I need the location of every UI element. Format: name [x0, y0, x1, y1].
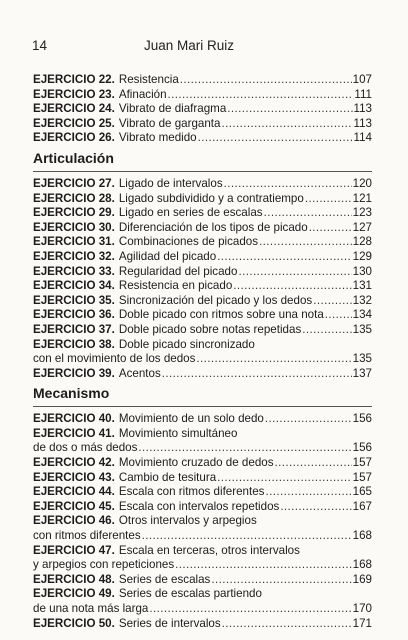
toc-entry-line — [33, 441, 372, 456]
toc-entry-line — [33, 602, 372, 617]
dot-leader — [275, 456, 352, 471]
exercise-title: con el movimiento de los dedos — [33, 352, 196, 366]
exercise-title: Doble picado sobre notas repetidas — [118, 322, 302, 336]
toc-entry[interactable] — [33, 117, 372, 132]
section-divider — [33, 406, 372, 407]
page-reference: 134 — [352, 308, 372, 322]
exercise-label: EJERCICIO 38. — [33, 337, 115, 351]
dot-leader — [309, 221, 352, 236]
toc-entry[interactable] — [33, 221, 372, 236]
toc-entry[interactable] — [33, 500, 372, 515]
exercise-title: Resistencia en picado — [118, 279, 233, 293]
page-reference: 165 — [352, 485, 372, 499]
exercise-label: EJERCICIO 44. — [33, 485, 115, 499]
exercise-title: Agilidad del picado — [118, 249, 217, 263]
dot-leader — [138, 441, 351, 456]
exercise-label: EJERCICIO 43. — [33, 470, 115, 484]
page-reference: 120 — [352, 176, 372, 190]
dot-leader — [264, 206, 352, 221]
exercise-label: EJERCICIO 28. — [33, 191, 115, 205]
toc-entry-line — [33, 352, 372, 367]
exercise-title: Vibrato de diafragma — [118, 102, 227, 116]
dot-leader — [238, 265, 351, 280]
exercise-label: EJERCICIO 35. — [33, 293, 115, 307]
toc-entry-line — [33, 544, 372, 559]
exercise-label: EJERCICIO 22. — [33, 73, 115, 86]
page-reference: 113 — [353, 116, 372, 130]
exercise-label: EJERCICIO 39. — [33, 366, 115, 380]
toc-entry[interactable] — [33, 573, 372, 588]
toc-entry-line — [33, 427, 372, 442]
dot-leader — [198, 131, 353, 146]
toc-entry[interactable] — [33, 587, 372, 616]
exercise-title: Doble picado sincronizado — [118, 337, 255, 351]
exercise-title: Resistencia — [118, 73, 179, 86]
toc-entry-line — [33, 323, 372, 338]
toc-entry-line — [33, 250, 372, 265]
exercise-label: EJERCICIO 40. — [33, 412, 115, 426]
exercise-title: Acentos — [118, 366, 161, 380]
page-reference: 123 — [352, 206, 372, 220]
dot-leader — [259, 235, 352, 250]
toc-entry-line — [33, 485, 372, 500]
toc-entry[interactable] — [33, 102, 372, 117]
toc-entry[interactable] — [33, 544, 372, 573]
exercise-title: Series de escalas partiendo — [118, 587, 262, 601]
dot-leader — [265, 485, 351, 500]
exercise-label: EJERCICIO 34. — [33, 279, 115, 293]
page-reference: 168 — [352, 558, 372, 572]
toc-entry-line — [33, 192, 372, 207]
running-header-author: Juan Mari Ruiz — [144, 38, 235, 53]
dot-leader — [149, 602, 351, 617]
toc-entry-line — [33, 587, 372, 602]
exercise-title: Doble picado con ritmos sobre una nota — [118, 308, 324, 322]
toc-entry[interactable] — [33, 192, 372, 207]
dot-leader — [217, 471, 352, 486]
toc-entry[interactable] — [33, 367, 372, 382]
toc-entry[interactable] — [33, 617, 372, 632]
page-reference: 156 — [352, 412, 372, 426]
dot-leader — [280, 500, 351, 515]
page-reference: 113 — [353, 102, 372, 116]
toc-entry-line — [33, 573, 372, 588]
toc-entry[interactable] — [33, 471, 372, 486]
exercise-label: EJERCICIO 36. — [33, 308, 115, 322]
exercise-title: Vibrato de garganta — [118, 116, 221, 130]
toc-entry-line — [33, 177, 372, 192]
toc-entry-line — [33, 529, 372, 544]
toc-entry[interactable] — [33, 177, 372, 192]
toc-entry-line — [33, 617, 372, 632]
toc-entry[interactable] — [33, 323, 372, 338]
toc-entry-line — [33, 235, 372, 250]
exercise-title: Series de intervalos — [118, 616, 221, 630]
exercise-label: EJERCICIO 42. — [33, 456, 115, 470]
page-reference: 156 — [352, 441, 372, 455]
toc-entry[interactable] — [33, 131, 372, 146]
toc-entry[interactable] — [33, 456, 372, 471]
toc-entry-line — [33, 88, 372, 103]
dot-leader — [175, 558, 352, 573]
toc-entry-line — [33, 73, 372, 88]
toc-entry-line — [33, 117, 372, 132]
toc-entry[interactable] — [33, 73, 372, 88]
toc-entry-line — [33, 514, 372, 529]
toc-entry[interactable] — [33, 250, 372, 265]
toc-entry[interactable] — [33, 338, 372, 367]
page-reference: 132 — [352, 293, 372, 307]
exercise-label: EJERCICIO 48. — [33, 572, 115, 586]
dot-leader — [162, 367, 352, 382]
exercise-title: Cambio de tesitura — [118, 470, 217, 484]
exercise-label: EJERCICIO 29. — [33, 206, 115, 220]
toc-entry-line — [33, 131, 372, 146]
dot-leader — [227, 102, 352, 117]
toc-entry[interactable] — [33, 88, 372, 103]
dot-leader — [196, 352, 351, 367]
exercise-label: EJERCICIO 47. — [33, 543, 115, 557]
toc-entry[interactable] — [33, 308, 372, 323]
toc-entry[interactable] — [33, 235, 372, 250]
toc-entry[interactable] — [33, 265, 372, 280]
dot-leader — [302, 323, 351, 338]
page-reference: 107 — [352, 73, 372, 86]
toc-entry-line — [33, 338, 372, 353]
toc-entry-line — [33, 102, 372, 117]
toc-entry-line — [33, 456, 372, 471]
dot-leader — [142, 529, 352, 544]
dot-leader — [168, 88, 354, 103]
exercise-label: EJERCICIO 45. — [33, 499, 115, 513]
exercise-title: Series de escalas — [118, 572, 211, 586]
exercise-title: de dos o más dedos — [33, 441, 138, 455]
dot-leader — [180, 73, 352, 88]
dot-leader — [221, 117, 352, 132]
toc-entry-line — [33, 206, 372, 221]
exercise-title: Sincronización del picado y los dedos — [118, 293, 313, 307]
toc-entry[interactable] — [33, 514, 372, 543]
page-reference: 135 — [352, 352, 372, 366]
exercise-title: Movimiento de un solo dedo — [118, 412, 264, 426]
exercise-title: Ligado en series de escalas — [118, 206, 263, 220]
page-reference: 171 — [352, 616, 372, 630]
toc-entry-line — [33, 367, 372, 382]
page-reference: 135 — [352, 322, 372, 336]
table-of-contents — [33, 73, 372, 631]
exercise-label: EJERCICIO 31. — [33, 235, 115, 249]
section-heading: Mecanismo — [33, 385, 110, 402]
exercise-label: EJERCICIO 37. — [33, 322, 115, 336]
page-reference: 127 — [352, 220, 372, 234]
exercise-title: Movimiento simultáneo — [118, 426, 238, 440]
dot-leader — [305, 192, 352, 207]
exercise-label: EJERCICIO 24. — [33, 102, 115, 116]
exercise-title: Afinación — [118, 87, 167, 101]
exercise-label: EJERCICIO 50. — [33, 616, 115, 630]
exercise-label: EJERCICIO 30. — [33, 220, 115, 234]
dot-leader — [211, 573, 351, 588]
dot-leader — [222, 617, 352, 632]
exercise-label: EJERCICIO 33. — [33, 264, 115, 278]
exercise-title: Escala en terceras, otros intervalos — [118, 543, 300, 557]
toc-entry-line — [33, 279, 372, 294]
toc-entry[interactable] — [33, 412, 372, 427]
dot-leader — [265, 412, 352, 427]
toc-entry[interactable] — [33, 294, 372, 309]
page-reference: 128 — [352, 235, 372, 249]
exercise-label: EJERCICIO 46. — [33, 514, 115, 528]
exercise-title: Ligado subdividido y a contratiempo — [118, 191, 304, 205]
page-reference: 168 — [352, 529, 372, 543]
page-reference: 131 — [352, 279, 372, 293]
toc-entry-line — [33, 471, 372, 486]
exercise-title: Diferenciación de los tipos de picado — [118, 220, 308, 234]
toc-entry-line — [33, 412, 372, 427]
page-reference: 130 — [352, 264, 372, 278]
section-divider — [33, 171, 372, 172]
page-reference: 121 — [352, 191, 372, 205]
toc-entry-line — [33, 265, 372, 280]
exercise-title: Otros intervalos y arpegios — [118, 514, 257, 528]
exercise-title: Vibrato medido — [118, 131, 197, 145]
exercise-label: EJERCICIO 41. — [33, 426, 115, 440]
dot-leader — [224, 177, 352, 192]
page-reference: 129 — [352, 249, 372, 263]
toc-entry-line — [33, 294, 372, 309]
page-reference: 114 — [353, 131, 372, 145]
toc-entry-line — [33, 558, 372, 573]
exercise-title: Escala con ritmos diferentes — [118, 485, 265, 499]
toc-entry-line — [33, 308, 372, 323]
page-reference: 169 — [352, 572, 372, 586]
section-heading: Articulación — [33, 149, 114, 166]
page-reference: 157 — [352, 456, 372, 470]
dot-leader — [233, 279, 351, 294]
dot-leader — [325, 308, 352, 323]
exercise-label: EJERCICIO 27. — [33, 176, 115, 190]
exercise-title: Combinaciones de picados — [118, 235, 259, 249]
toc-entry-line — [33, 221, 372, 236]
page-reference: 157 — [352, 470, 372, 484]
exercise-label: EJERCICIO 23. — [33, 87, 115, 101]
exercise-label: EJERCICIO 25. — [33, 116, 115, 130]
exercise-label: EJERCICIO 32. — [33, 249, 115, 263]
page-reference: 111 — [354, 87, 372, 101]
dot-leader — [313, 294, 351, 309]
exercise-title: y arpegios con repeticiones — [33, 558, 175, 572]
exercise-label: EJERCICIO 49. — [33, 587, 115, 601]
exercise-title: Movimiento cruzado de dedos — [118, 456, 274, 470]
toc-entry[interactable] — [33, 206, 372, 221]
exercise-title: de una nota más larga — [33, 602, 149, 615]
page-reference: 137 — [352, 366, 372, 380]
running-header — [32, 38, 376, 56]
toc-entry[interactable] — [33, 279, 372, 294]
toc-entry[interactable] — [33, 485, 372, 500]
exercise-title: Escala con intervalos repetidos — [118, 499, 280, 513]
dot-leader — [217, 250, 351, 265]
exercise-label: EJERCICIO 26. — [33, 131, 115, 145]
page-reference: 170 — [352, 602, 372, 615]
page-number: 14 — [32, 38, 48, 53]
exercise-title: con ritmos diferentes — [33, 529, 141, 543]
exercise-title: Ligado de intervalos — [118, 176, 223, 190]
page-reference: 167 — [352, 499, 372, 513]
exercise-title: Regularidad del picado — [118, 264, 238, 278]
toc-entry-line — [33, 500, 372, 515]
toc-entry[interactable] — [33, 427, 372, 456]
